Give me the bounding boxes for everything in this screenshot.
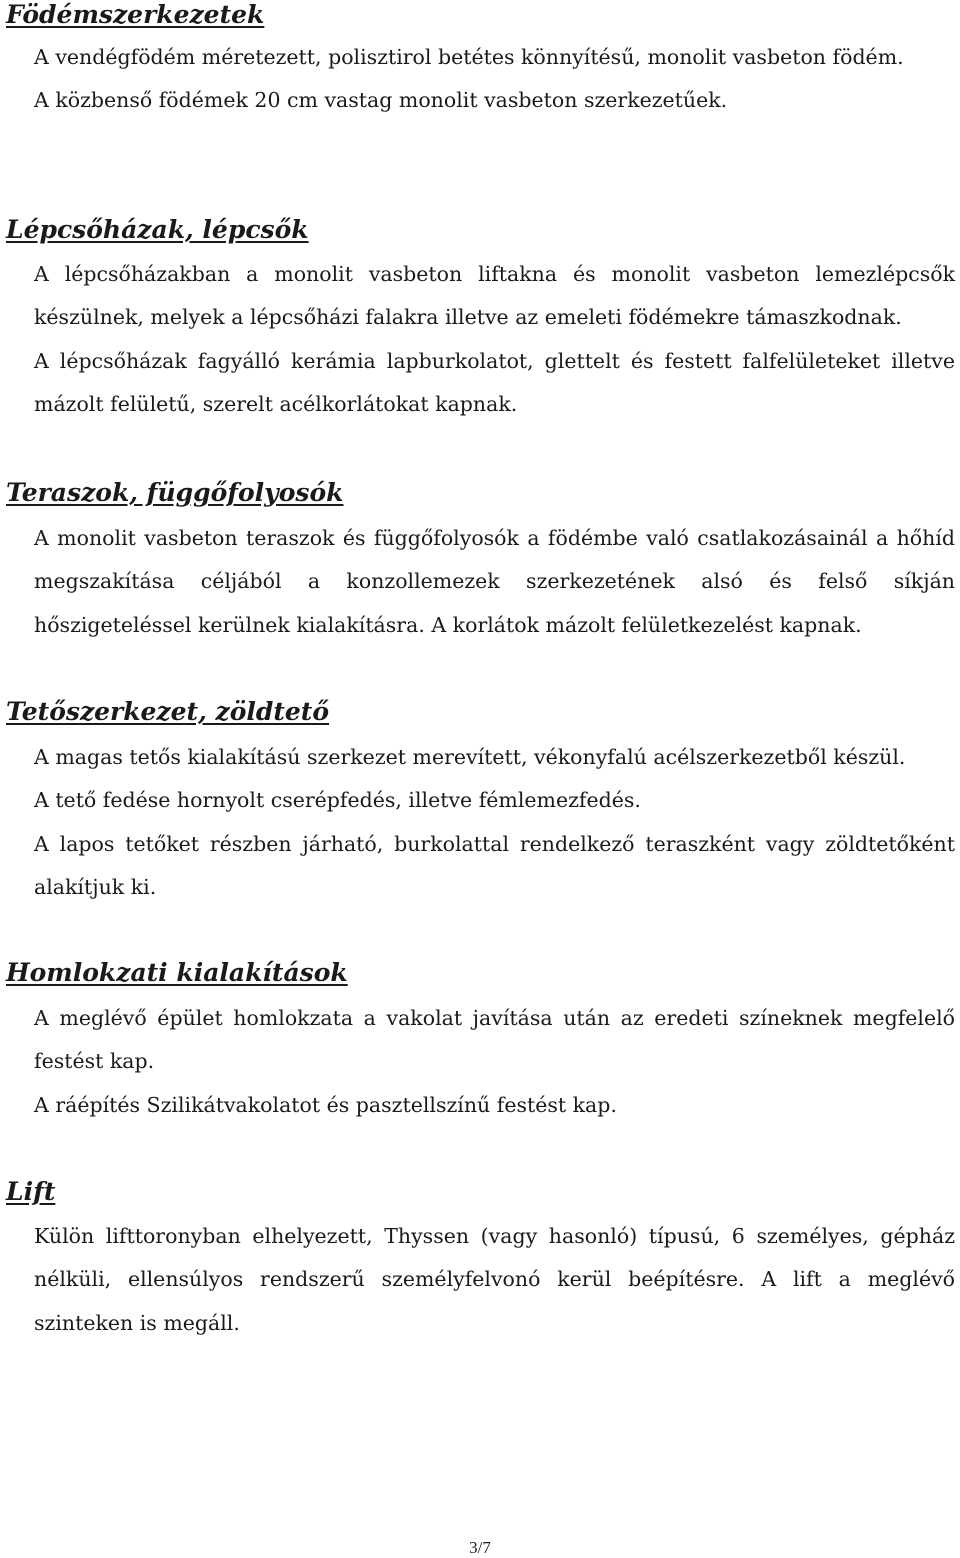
section-title-lepcsohazak: Lépcsőházak, lépcsők: [6, 215, 309, 244]
section-title-lift: Lift: [6, 1177, 56, 1206]
paragraph: A monolit vasbeton teraszok és függőfolyosók a födémbe való csatlakozásainál a hőhíd megszakítása céljából a konzollemezek szerkezetének alsó és felső síkján hőszigeteléssel kerülnek kialakításra. A korlátok mázolt felületkezelést kapnak.: [34, 526, 955, 637]
paragraph: A ráépítés Szilikátvakolatot és pasztellszínű festést kap.: [34, 1092, 617, 1117]
section-body-teraszok: [34, 517, 955, 647]
paragraph: Külön lifttoronyban elhelyezett, Thyssen (vagy hasonló) típusú, 6 személyes, gépház nélküli, ellensúlyos rendszerű személyfelvonó kerül beépítésre. A lift a meglévő szinteken is megáll.: [34, 1224, 955, 1335]
paragraph: A meglévő épület homlokzata a vakolat javítása után az eredeti színeknek megfelelő festést kap.: [34, 1006, 955, 1074]
paragraph: A vendégfödém méretezett, polisztirol betétes könnyítésű, monolit vasbeton födém.: [34, 45, 904, 69]
paragraph: A magas tetős kialakítású szerkezet merevített, vékonyfalú acélszerkezetből készül.: [34, 745, 906, 769]
section-title-homlokzati: Homlokzati kialakítások: [6, 958, 348, 987]
section-title-tetoszerkezet: Tetőszerkezet, zöldtető: [6, 697, 330, 726]
section-body-lift: [34, 1215, 955, 1345]
section-body-fodemszerkezetek: [34, 36, 955, 123]
section-title-teraszok: Teraszok, függőfolyosók: [6, 478, 344, 507]
paragraph: A közbenső födémek 20 cm vastag monolit vasbeton szerkezetűek.: [34, 88, 728, 113]
paragraph: A lapos tetőket részben járható, burkolattal rendelkező teraszként vagy zöldtetőként alakítjuk ki.: [34, 831, 955, 899]
paragraph: A lépcsőházakban a monolit vasbeton liftakna és monolit vasbeton lemezlépcsők készülnek, melyek a lépcsőházi falakra illetve az emeleti födémekre támaszkodnak.: [34, 262, 955, 330]
section-title-fodemszerkezetek: Födémszerkezetek: [6, 0, 265, 29]
page-number: 3/7: [469, 1538, 491, 1557]
section-body-tetoszerkezet: [34, 736, 955, 909]
paragraph: A lépcsőházak fagyálló kerámia lapburkolatot, glettelt és festett falfelületeket illetve mázolt felületű, szerelt acélkorlátokat kapnak.: [34, 348, 955, 416]
section-body-homlokzati: [34, 997, 955, 1127]
paragraph: A tető fedése hornyolt cserépfedés, illetve fémlemezfedés.: [34, 788, 641, 813]
section-body-lepcsohazak: [34, 253, 955, 426]
